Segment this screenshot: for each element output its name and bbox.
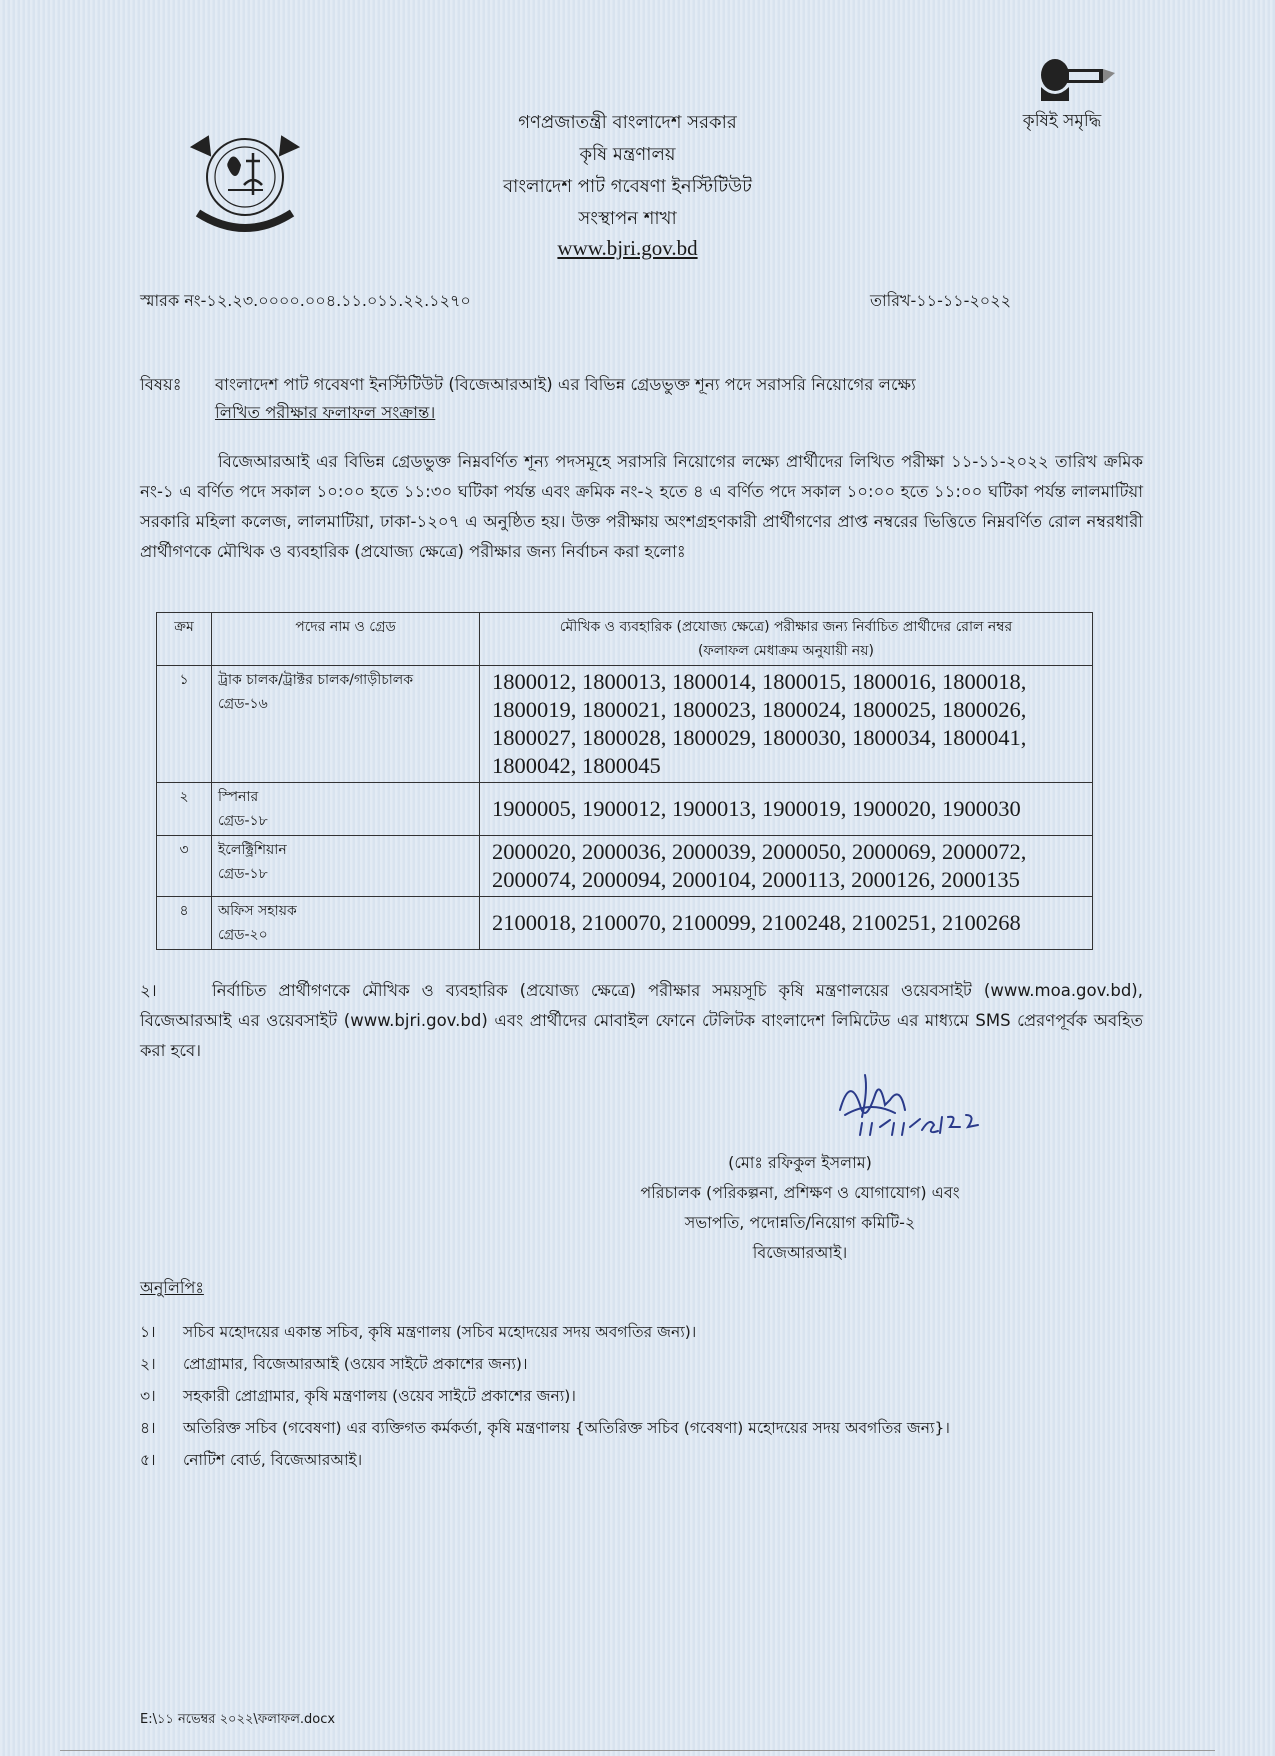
paragraph-2-number: ২। [140, 981, 157, 1000]
roll-line: 1800019, 1800021, 1800023, 1800024, 1800025, 1800026, [492, 697, 1027, 722]
post-grade: গ্রেড-১৮ [218, 866, 268, 882]
roll-line: 1800042, 1800045 [492, 753, 661, 778]
table-header-row [157, 613, 1093, 666]
copy-number: ৫। [140, 1451, 156, 1469]
slogan: কৃষিই সমৃদ্ধি [1022, 111, 1102, 131]
copy-item: প্রোগ্রামার, বিজেআরআই (ওয়েব সাইটে প্রকাশের জন্য)। [183, 1355, 528, 1373]
copy-item: অতিরিক্ত সচিব (গবেষণা) এর ব্যক্তিগত কর্মকর্তা, কৃষি মন্ত্রণালয় {অতিরিক্ত সচিব (গবেষণা) মহোদয়ের সদয় অবগতির জন্য}। [183, 1419, 950, 1437]
table-row [157, 836, 1093, 897]
copy-number: ১। [140, 1323, 156, 1341]
body-paragraph-1: বিজেআরআই এর বিভিন্ন গ্রেডভুক্ত নিম্নবর্ণিত শূন্য পদসমূহে সরাসরি নিয়োগের লক্ষ্যে প্রার্থীদের লিখিত পরীক্ষা ১১-১১-২০২২ তারিখ ক্রমিক নং-১ এ বর্ণিত পদে সকাল ১০:০০ হতে ১১:৩০ ঘটিকা পর্যন্ত এবং ক্রমিক নং-২ হতে ৪ এ বর্ণিত পদে সকাল ১০:০০ হতে ১১:০০ ঘটিকা পর্যন্ত লালমাটিয়া সরকারি মহিলা কলেজ, লালমাটিয়া, ঢাকা-১২০৭ এ অনুষ্ঠিত হয়। উক্ত পরীক্ষায় অংশগ্রহণকারী প্রার্থীগণের প্রাপ্ত নম্বরের ভিত্তিতে নিম্নবর্ণিত রোল নম্বরধারী প্রার্থীগণকে মৌখিক ও ব্যবহারিক (প্রযোজ্য ক্ষেত্রে) পরীক্ষার জন্য নির্বাচন করা হলোঃ [140, 452, 1143, 561]
header-rolls-line-1: মৌখিক ও ব্যবহারিক (প্রযোজ্য ক্ষেত্রে) পরীক্ষার জন্য নির্বাচিত প্রার্থীদের রোল নম্বর [559, 619, 1013, 635]
header-serial: ক্রম [157, 613, 212, 666]
copy-number: ২। [140, 1355, 156, 1373]
memo-ref: স্মারক নং-১২.২৩.০০০০.০০৪.১১.০১১.২২.১২৭০ [140, 291, 471, 310]
post-name: অফিস সহায়ক [218, 903, 297, 919]
roll-line: 1900005, 1900012, 1900013, 1900019, 1900020, 1900030 [492, 796, 1021, 821]
subject-line-1: বাংলাদেশ পাট গবেষণা ইনস্টিটিউট (বিজেআরআই) এর বিভিন্ন গ্রেডভুক্ত শূন্য পদে সরাসরি নিয়োগের লক্ষ্যে [215, 375, 916, 394]
roll-line: 2000074, 2000094, 2000104, 2000113, 2000126, 2000135 [492, 867, 1020, 892]
post-name: ট্রাক চালক/ট্রাক্টর চালক/গাড়ীচালক [218, 672, 414, 688]
signatory-title-1: পরিচালক (পরিকল্পনা, প্রশিক্ষণ ও যোগাযোগ) এবং [640, 1183, 960, 1202]
row-serial: ৪ [157, 897, 212, 950]
roll-line: 2100018, 2100070, 2100099, 2100248, 2100251, 2100268 [492, 910, 1021, 935]
signatory-name: (মোঃ রফিকুল ইসলাম) [728, 1153, 872, 1172]
subject-label: বিষয়ঃ [140, 375, 182, 394]
row-serial: ২ [157, 783, 212, 836]
subject-line-2: লিখিত পরীক্ষার ফলাফল সংক্রান্ত। [215, 403, 436, 422]
header-govt: গণপ্রজাতন্ত্রী বাংলাদেশ সরকার [518, 112, 737, 133]
header-rolls [480, 613, 1093, 666]
body-paragraph-2: নির্বাচিত প্রার্থীগণকে মৌখিক ও ব্যবহারিক (প্রযোজ্য ক্ষেত্রে) পরীক্ষার সময়সূচি কৃষি মন্ত্রণালয়ের ওয়েবসাইট (www.moa.gov.bd), বিজেআরআই এর ওয়েবসাইট (www.bjri.gov.bd) এবং প্রার্থীদের মোবাইল ফোনে টেলিটক বাংলাদেশ লিমিটেড এর মাধ্যমে SMS প্রেরণপূর্বক অবহিত করা হবে। [140, 981, 1143, 1060]
table-row [157, 666, 1093, 783]
row-rolls [480, 836, 1093, 897]
header-institute: বাংলাদেশ পাট গবেষণা ইনস্টিটিউট [503, 176, 752, 197]
post-grade: গ্রেড-২০ [218, 927, 268, 943]
header-section: সংস্থাপন শাখা [578, 208, 677, 229]
row-post [212, 897, 480, 950]
row-post [212, 783, 480, 836]
row-serial: ১ [157, 666, 212, 783]
copies-title: অনুলিপিঃ [140, 1278, 204, 1297]
table-row [157, 897, 1093, 950]
post-name: ইলেক্ট্রিশিয়ান [218, 842, 287, 858]
post-grade: গ্রেড-১৮ [218, 813, 268, 829]
row-post [212, 836, 480, 897]
signatory-title-2: সভাপতি, পদোন্নতি/নিয়োগ কমিটি-২ [684, 1213, 916, 1232]
post-name: স্পিনার [218, 789, 259, 805]
roll-line: 1800027, 1800028, 1800029, 1800030, 1800034, 1800041, [492, 725, 1027, 750]
copy-number: ৪। [140, 1419, 156, 1437]
header-ministry: কৃষি মন্ত্রণালয় [579, 144, 676, 165]
roll-line: 1800012, 1800013, 1800014, 1800015, 1800016, 1800018, [492, 669, 1027, 694]
memo-date: তারিখ-১১-১১-২০২২ [870, 291, 1011, 310]
row-serial: ৩ [157, 836, 212, 897]
roll-line: 2000020, 2000036, 2000039, 2000050, 2000069, 2000072, [492, 839, 1027, 864]
copy-item: নোটিশ বোর্ড, বিজেআরআই। [183, 1451, 363, 1469]
header-website[interactable]: www.bjri.gov.bd [557, 236, 698, 260]
handwritten-signature [830, 1055, 980, 1155]
post-grade: গ্রেড-১৬ [218, 696, 268, 712]
bottom-divider [60, 1750, 1215, 1751]
copy-number: ৩। [140, 1387, 156, 1405]
header-post: পদের নাম ও গ্রেড [212, 613, 480, 666]
row-rolls [480, 783, 1093, 836]
row-rolls [480, 666, 1093, 783]
table-row [157, 783, 1093, 836]
copy-item: সচিব মহোদয়ের একান্ত সচিব, কৃষি মন্ত্রণালয় (সচিব মহোদয়ের সদয় অবগতির জন্য)। [183, 1323, 697, 1341]
signatory-org: বিজেআরআই। [752, 1243, 848, 1262]
footer-file-path: E:\১১ নভেম্বর ২০২২\ফলাফল.docx [140, 1712, 336, 1727]
header-rolls-line-2: (ফলাফল মেধাক্রম অনুযায়ী নয়) [698, 643, 874, 659]
row-rolls [480, 897, 1093, 950]
copy-item: সহকারী প্রোগ্রামার, কৃষি মন্ত্রণালয় (ওয়েব সাইটে প্রকাশের জন্য)। [183, 1387, 576, 1405]
row-post [212, 666, 480, 783]
results-table [156, 612, 1093, 950]
